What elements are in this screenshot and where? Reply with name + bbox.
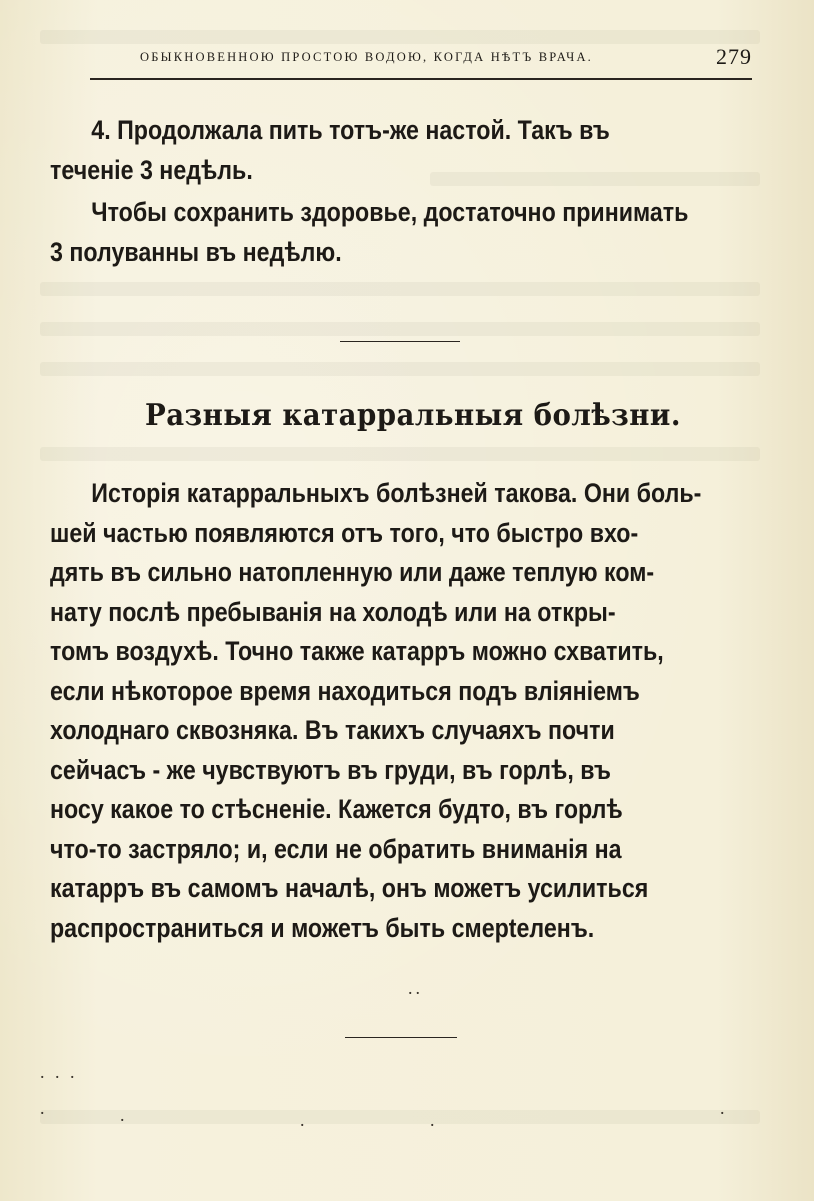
show-through-line [40, 362, 760, 376]
text-line: теченіе 3 недѣль. [50, 155, 253, 185]
section-divider [345, 1037, 457, 1038]
section-title: Разныя катарральныя болѣзни. [145, 398, 681, 433]
paragraph-1 [50, 110, 652, 190]
show-through-line [40, 447, 760, 461]
text-line: катарръ въ самомъ началѣ, онъ можетъ усилиться [50, 873, 649, 903]
running-title: ОБЫКНОВЕННОЮ ПРОСТОЮ ВОДОЮ, КОГДА НѢТЪ ВРАЧА. [140, 50, 593, 64]
print-speck: . [430, 1110, 438, 1130]
text-line: распространиться и можетъ быть смерteленъ. [50, 912, 595, 943]
text-line: дять въ сильно натопленную или даже теплую ком- [50, 557, 655, 587]
print-speck: . [300, 1110, 308, 1130]
section-divider [340, 341, 460, 342]
text-line: что-то застряло; и, если не обратить вниманія на [50, 833, 622, 864]
text-line: сейчасъ - же чувствуютъ въ груди, въ горлѣ, въ [50, 754, 611, 785]
print-speck: .. [408, 978, 423, 998]
paragraph-3 [50, 474, 702, 948]
text-line: холоднаго сквозняка. Въ такихъ случаяхъ почти [50, 715, 615, 745]
text-line: нату послѣ пребыванія на холодѣ или на откры- [50, 596, 616, 627]
text-line: шей частью появляются отъ того, что быстро вхо- [50, 517, 639, 548]
text-line: Исторія катарральныхъ болѣзней такова. Они боль- [91, 478, 702, 508]
text-line: Чтобы сохранить здоровье, достаточно принимать [91, 197, 689, 227]
page-number: 279 [716, 44, 752, 69]
text-line: носу какое то стѣсненіе. Кажется будто, въ горлѣ [50, 794, 623, 824]
show-through-line [40, 30, 760, 44]
text-line: 3 полуванны въ недѣлю. [50, 237, 342, 267]
print-speck: . [720, 1098, 728, 1118]
show-through-line [40, 282, 760, 296]
print-speck: . [120, 1105, 128, 1125]
text-line: 4. Продолжала пить тотъ-же настой. Такъ въ [91, 115, 610, 145]
show-through-line [40, 1110, 760, 1124]
header-rule [90, 78, 752, 80]
print-speck: . [40, 1098, 48, 1118]
running-header [140, 44, 760, 72]
print-speck: . . . [40, 1062, 78, 1082]
text-line: если нѣкоторое время находиться подъ вліяніемъ [50, 675, 640, 706]
show-through-line [40, 322, 760, 336]
text-line: томъ воздухѣ. Точно также катарръ можно схватить, [50, 636, 664, 666]
paragraph-2 [50, 192, 689, 272]
